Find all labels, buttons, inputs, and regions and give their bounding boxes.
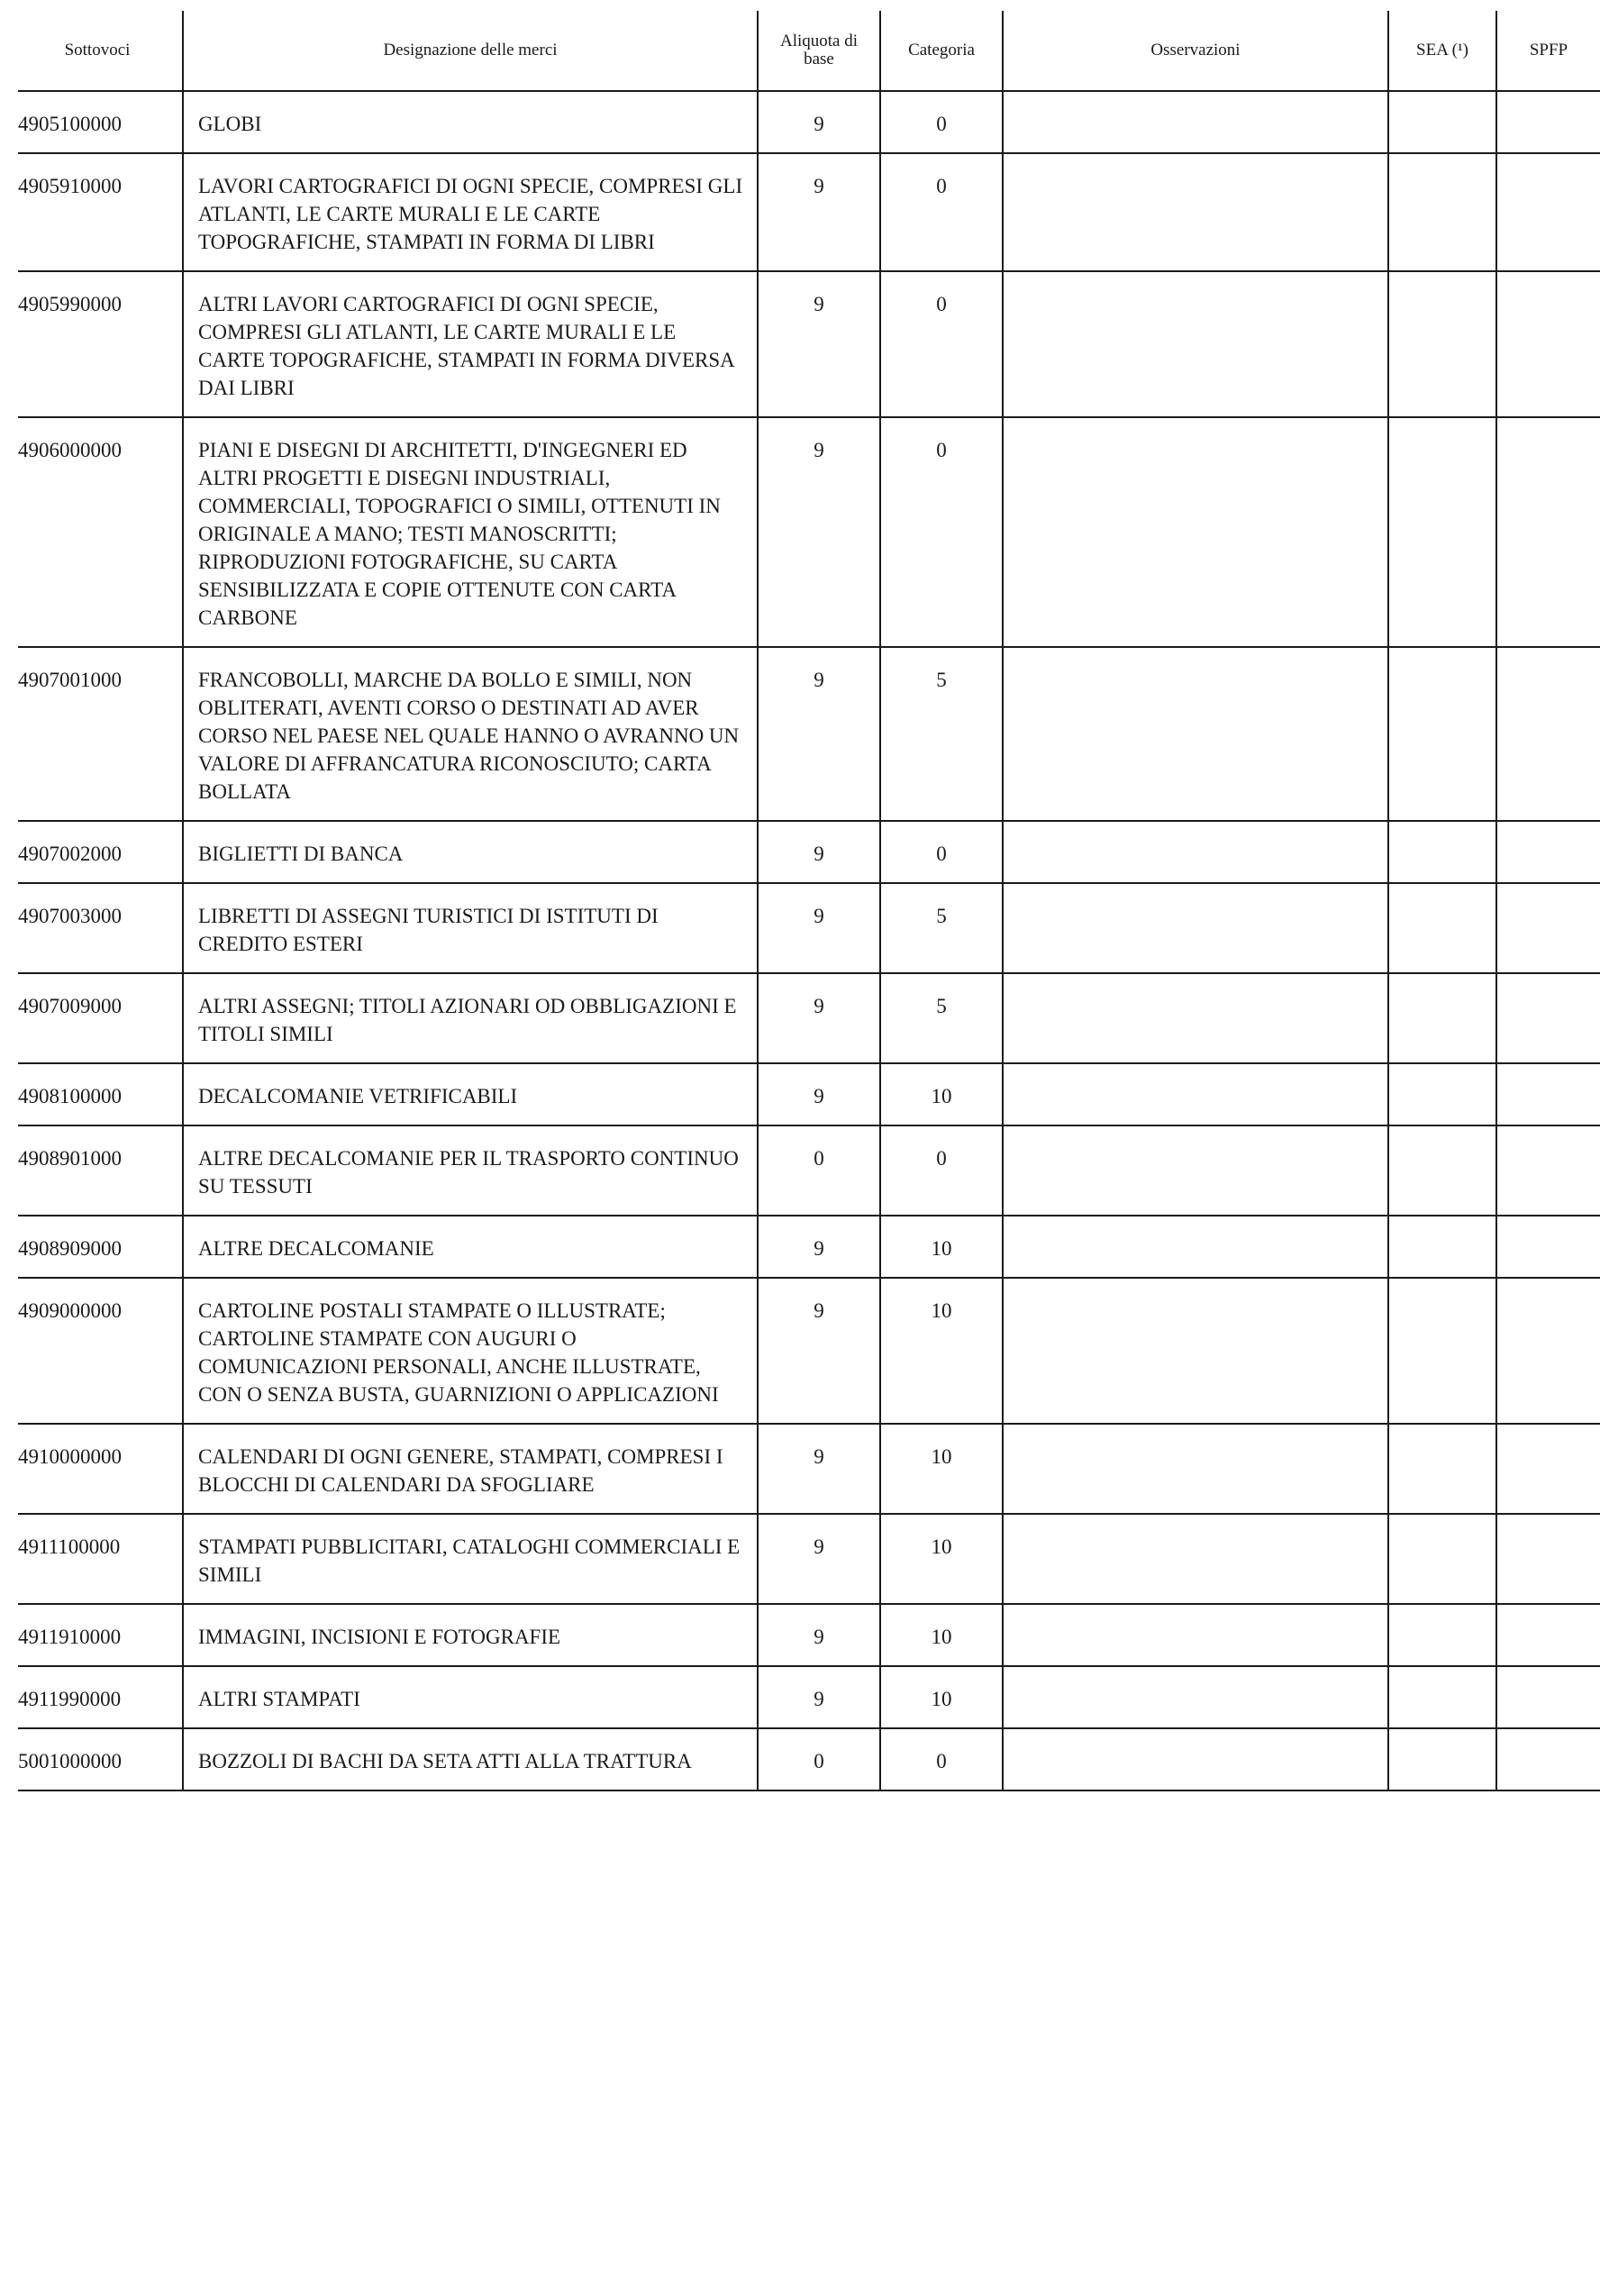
cell-base-rate: 9 [758, 91, 880, 153]
cell-base-rate: 9 [758, 821, 880, 883]
table-header [18, 11, 1600, 91]
cell-sea [1388, 1514, 1496, 1604]
table-row [18, 1125, 1600, 1216]
header-observations: Osservazioni [1003, 11, 1388, 91]
cell-description: DECALCOMANIE VETRIFICABILI [183, 1063, 758, 1125]
cell-description: STAMPATI PUBBLICITARI, CATALOGHI COMMERCIALI E SIMILI [183, 1514, 758, 1604]
cell-code: 4905100000 [18, 91, 183, 153]
cell-base-rate: 9 [758, 417, 880, 647]
table-row [18, 1216, 1600, 1278]
cell-sea [1388, 271, 1496, 417]
cell-category: 0 [880, 1728, 1003, 1790]
cell-sea [1388, 1063, 1496, 1125]
table-row [18, 91, 1600, 153]
cell-sea [1388, 417, 1496, 647]
cell-spfp [1496, 417, 1600, 647]
cell-code: 4907002000 [18, 821, 183, 883]
table-row [18, 1728, 1600, 1790]
table-row [18, 1278, 1600, 1424]
cell-spfp [1496, 1216, 1600, 1278]
header-description: Designazione delle merci [183, 11, 758, 91]
cell-spfp [1496, 1424, 1600, 1514]
cell-sea [1388, 1728, 1496, 1790]
table-row [18, 1424, 1600, 1514]
cell-description: GLOBI [183, 91, 758, 153]
cell-observations [1003, 821, 1388, 883]
cell-category: 0 [880, 153, 1003, 271]
table-row [18, 271, 1600, 417]
cell-code: 4907003000 [18, 883, 183, 973]
cell-spfp [1496, 1125, 1600, 1216]
cell-spfp [1496, 973, 1600, 1063]
cell-category: 5 [880, 883, 1003, 973]
cell-spfp [1496, 1514, 1600, 1604]
cell-code: 4905990000 [18, 271, 183, 417]
cell-base-rate: 9 [758, 1424, 880, 1514]
cell-base-rate: 9 [758, 1666, 880, 1728]
table-row [18, 883, 1600, 973]
cell-category: 5 [880, 647, 1003, 821]
table-row [18, 1604, 1600, 1666]
cell-category: 0 [880, 271, 1003, 417]
cell-code: 4906000000 [18, 417, 183, 647]
cell-observations [1003, 91, 1388, 153]
cell-observations [1003, 1063, 1388, 1125]
cell-sea [1388, 821, 1496, 883]
cell-spfp [1496, 1666, 1600, 1728]
cell-description: IMMAGINI, INCISIONI E FOTOGRAFIE [183, 1604, 758, 1666]
cell-description: PIANI E DISEGNI DI ARCHITETTI, D'INGEGNERI ED ALTRI PROGETTI E DISEGNI INDUSTRIALI, COMMERCIALI, TOPOGRAFICI O SIMILI, OTTENUTI IN ORIGINALE A MANO; TESTI MANOSCRITTI; RIPRODUZIONI FOTOGRAFICHE, SU CARTA SENSIBILIZZATA E COPIE OTTENUTE CON CARTA CARBONE [183, 417, 758, 647]
cell-code: 4905910000 [18, 153, 183, 271]
cell-base-rate: 9 [758, 1514, 880, 1604]
cell-code: 4907009000 [18, 973, 183, 1063]
cell-spfp [1496, 883, 1600, 973]
cell-code: 4907001000 [18, 647, 183, 821]
cell-observations [1003, 1424, 1388, 1514]
cell-spfp [1496, 153, 1600, 271]
cell-category: 10 [880, 1514, 1003, 1604]
cell-description: ALTRI ASSEGNI; TITOLI AZIONARI OD OBBLIGAZIONI E TITOLI SIMILI [183, 973, 758, 1063]
cell-sea [1388, 973, 1496, 1063]
cell-sea [1388, 1216, 1496, 1278]
cell-observations [1003, 1514, 1388, 1604]
cell-observations [1003, 1666, 1388, 1728]
cell-description: ALTRE DECALCOMANIE PER IL TRASPORTO CONTINUO SU TESSUTI [183, 1125, 758, 1216]
header-sea: SEA (¹) [1388, 11, 1496, 91]
cell-spfp [1496, 1604, 1600, 1666]
cell-sea [1388, 883, 1496, 973]
cell-base-rate: 9 [758, 883, 880, 973]
cell-category: 0 [880, 1125, 1003, 1216]
cell-sea [1388, 1424, 1496, 1514]
table-row [18, 1063, 1600, 1125]
cell-observations [1003, 1728, 1388, 1790]
table-row [18, 821, 1600, 883]
cell-description: ALTRI LAVORI CARTOGRAFICI DI OGNI SPECIE, COMPRESI GLI ATLANTI, LE CARTE MURALI E LE CARTE TOPOGRAFICHE, STAMPATI IN FORMA DIVERSA DAI LIBRI [183, 271, 758, 417]
cell-category: 10 [880, 1063, 1003, 1125]
cell-spfp [1496, 821, 1600, 883]
cell-sea [1388, 153, 1496, 271]
table-row [18, 417, 1600, 647]
header-category: Categoria [880, 11, 1003, 91]
cell-observations [1003, 1278, 1388, 1424]
cell-category: 10 [880, 1424, 1003, 1514]
cell-category: 10 [880, 1216, 1003, 1278]
cell-base-rate: 9 [758, 153, 880, 271]
cell-base-rate: 9 [758, 271, 880, 417]
cell-category: 0 [880, 417, 1003, 647]
cell-sea [1388, 647, 1496, 821]
tariff-table [18, 11, 1600, 1791]
cell-base-rate: 9 [758, 647, 880, 821]
cell-observations [1003, 647, 1388, 821]
table-row [18, 1666, 1600, 1728]
cell-base-rate: 9 [758, 1063, 880, 1125]
cell-code: 4911910000 [18, 1604, 183, 1666]
cell-observations [1003, 271, 1388, 417]
cell-code: 4909000000 [18, 1278, 183, 1424]
cell-description: BIGLIETTI DI BANCA [183, 821, 758, 883]
cell-observations [1003, 153, 1388, 271]
cell-category: 0 [880, 91, 1003, 153]
cell-code: 4908100000 [18, 1063, 183, 1125]
cell-spfp [1496, 1063, 1600, 1125]
cell-description: CARTOLINE POSTALI STAMPATE O ILLUSTRATE; CARTOLINE STAMPATE CON AUGURI O COMUNICAZIONI PERSONALI, ANCHE ILLUSTRATE, CON O SENZA BUSTA, GUARNIZIONI O APPLICAZIONI [183, 1278, 758, 1424]
table-row [18, 647, 1600, 821]
cell-sea [1388, 1125, 1496, 1216]
header-row [18, 11, 1600, 91]
cell-observations [1003, 1125, 1388, 1216]
table-body [18, 91, 1600, 1790]
cell-observations [1003, 973, 1388, 1063]
cell-description: ALTRI STAMPATI [183, 1666, 758, 1728]
table-row [18, 973, 1600, 1063]
cell-observations [1003, 417, 1388, 647]
cell-category: 0 [880, 821, 1003, 883]
cell-description: CALENDARI DI OGNI GENERE, STAMPATI, COMPRESI I BLOCCHI DI CALENDARI DA SFOGLIARE [183, 1424, 758, 1514]
cell-base-rate: 9 [758, 1216, 880, 1278]
header-spfp: SPFP [1496, 11, 1600, 91]
cell-code: 4908901000 [18, 1125, 183, 1216]
cell-code: 4908909000 [18, 1216, 183, 1278]
cell-observations [1003, 1216, 1388, 1278]
cell-observations [1003, 883, 1388, 973]
cell-sea [1388, 1666, 1496, 1728]
cell-spfp [1496, 1278, 1600, 1424]
cell-base-rate: 0 [758, 1125, 880, 1216]
cell-spfp [1496, 91, 1600, 153]
cell-category: 10 [880, 1666, 1003, 1728]
cell-category: 5 [880, 973, 1003, 1063]
cell-category: 10 [880, 1278, 1003, 1424]
cell-code: 5001000000 [18, 1728, 183, 1790]
cell-sea [1388, 91, 1496, 153]
cell-base-rate: 0 [758, 1728, 880, 1790]
cell-spfp [1496, 1728, 1600, 1790]
cell-code: 4911100000 [18, 1514, 183, 1604]
cell-code: 4911990000 [18, 1666, 183, 1728]
cell-spfp [1496, 647, 1600, 821]
cell-code: 4910000000 [18, 1424, 183, 1514]
cell-sea [1388, 1604, 1496, 1666]
cell-description: LAVORI CARTOGRAFICI DI OGNI SPECIE, COMPRESI GLI ATLANTI, LE CARTE MURALI E LE CARTE TOPOGRAFICHE, STAMPATI IN FORMA DI LIBRI [183, 153, 758, 271]
header-code: Sottovoci [18, 11, 183, 91]
header-base-rate: Aliquota di base [758, 11, 880, 91]
cell-sea [1388, 1278, 1496, 1424]
cell-description: ALTRE DECALCOMANIE [183, 1216, 758, 1278]
table-row [18, 153, 1600, 271]
cell-base-rate: 9 [758, 1604, 880, 1666]
cell-spfp [1496, 271, 1600, 417]
cell-description: LIBRETTI DI ASSEGNI TURISTICI DI ISTITUTI DI CREDITO ESTERI [183, 883, 758, 973]
cell-observations [1003, 1604, 1388, 1666]
cell-category: 10 [880, 1604, 1003, 1666]
cell-description: BOZZOLI DI BACHI DA SETA ATTI ALLA TRATTURA [183, 1728, 758, 1790]
table-row [18, 1514, 1600, 1604]
cell-description: FRANCOBOLLI, MARCHE DA BOLLO E SIMILI, NON OBLITERATI, AVENTI CORSO O DESTINATI AD AVER CORSO NEL PAESE NEL QUALE HANNO O AVRANNO UN VALORE DI AFFRANCATURA RICONOSCIUTO; CARTA BOLLATA [183, 647, 758, 821]
cell-base-rate: 9 [758, 973, 880, 1063]
cell-base-rate: 9 [758, 1278, 880, 1424]
